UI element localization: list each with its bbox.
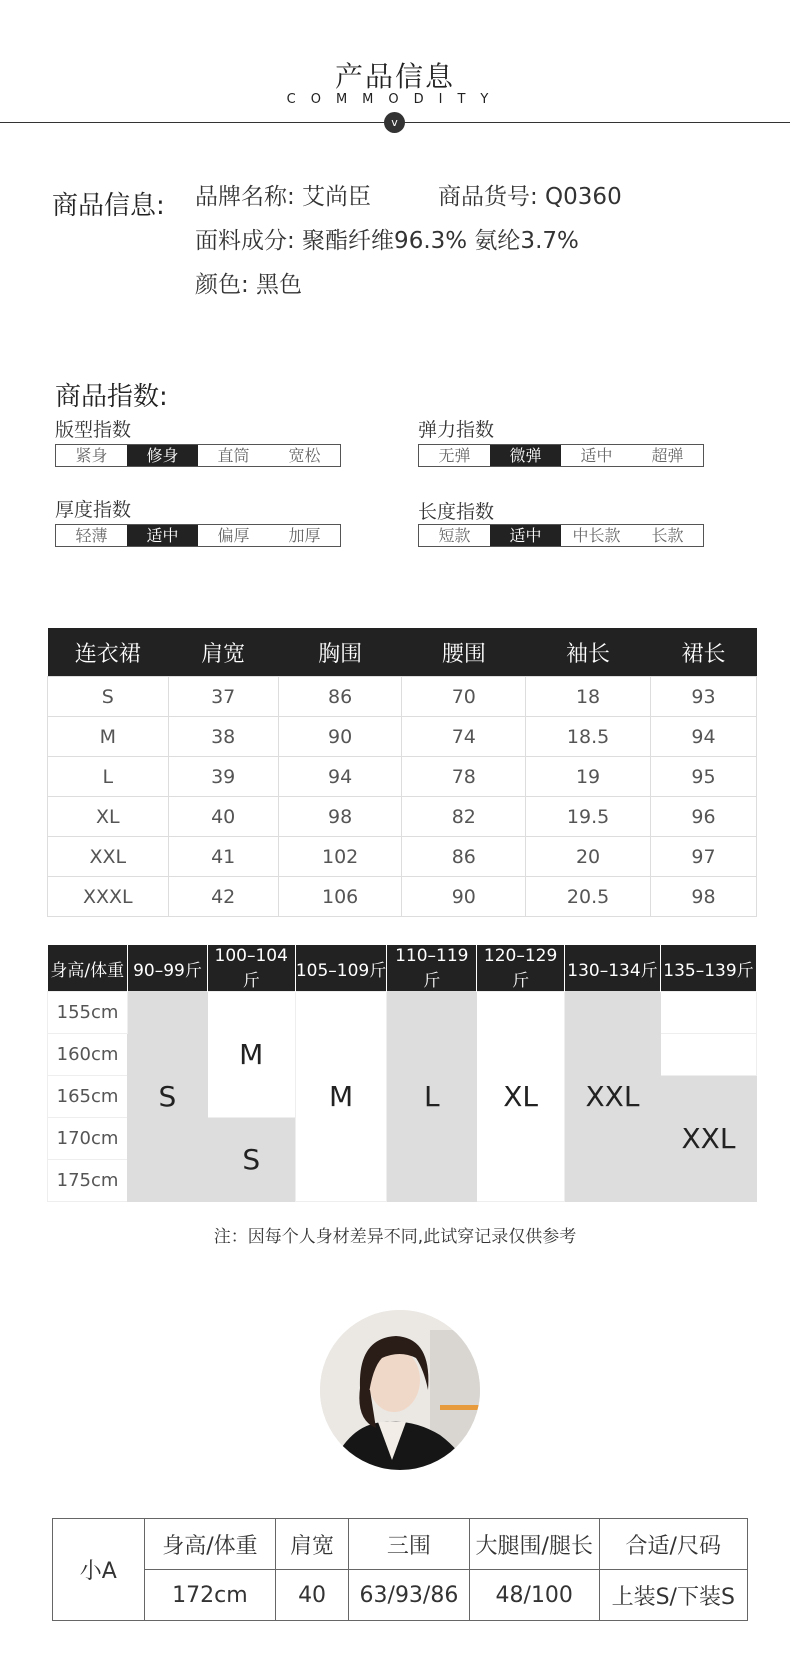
fit-table [47, 945, 757, 1202]
index-option: 偏厚 [217, 526, 250, 545]
column-header: 100–104斤 [207, 945, 295, 992]
table-cell: 42 [168, 877, 278, 917]
table-cell: 20 [526, 837, 651, 877]
height-label: 160cm [48, 1034, 128, 1076]
index-option: 长款 [651, 526, 684, 545]
model-avatar [320, 1310, 480, 1470]
table-cell: 18.5 [526, 717, 651, 757]
table-cell: 172cm [144, 1570, 276, 1621]
index-option: 直筒 [217, 446, 250, 465]
index-option: 短款 [438, 526, 471, 545]
size-cell: M [207, 992, 295, 1118]
index-option-selected: 适中 [490, 525, 561, 546]
table-row [48, 837, 757, 877]
table-cell: 82 [402, 797, 526, 837]
column-header: 连衣裙 [48, 628, 169, 677]
thickness-index-label: 厚度指数 [55, 499, 132, 521]
elasticity-index-bar [418, 444, 704, 467]
column-header: 130–134斤 [565, 945, 661, 992]
index-option: 中长款 [572, 526, 621, 545]
empty-cell [660, 992, 756, 1034]
model-name: 小A [53, 1519, 145, 1621]
table-row [48, 717, 757, 757]
table-cell: 86 [402, 837, 526, 877]
table-cell: 20.5 [526, 877, 651, 917]
table-cell: 19.5 [526, 797, 651, 837]
table-cell: 上装S/下装S [599, 1570, 748, 1621]
table-cell: 40 [276, 1570, 349, 1621]
chevron-down-icon: v [384, 112, 405, 133]
column-header: 105–109斤 [295, 945, 387, 992]
disclaimer-note: 注：因每个人身材差异不同,此试穿记录仅供参考 [213, 1227, 577, 1247]
column-header: 肩宽 [168, 628, 278, 677]
column-header: 110–119斤 [387, 945, 477, 992]
table-row [53, 1570, 748, 1621]
index-option-selected: 适中 [127, 525, 198, 546]
index-option: 加厚 [288, 526, 321, 545]
table-cell: 86 [278, 677, 402, 717]
index-option-selected: 修身 [127, 445, 198, 466]
index-option-selected: 微弹 [490, 445, 561, 466]
height-label: 175cm [48, 1160, 128, 1202]
table-cell: 38 [168, 717, 278, 757]
size-cell: S [128, 992, 208, 1202]
height-label: 165cm [48, 1076, 128, 1118]
column-header: 腰围 [402, 628, 526, 677]
column-header: 120–129斤 [477, 945, 565, 992]
size-cell: M [295, 992, 387, 1202]
column-header: 合适/尺码 [599, 1519, 748, 1570]
model-measurements-table [52, 1518, 748, 1621]
table-cell: 90 [278, 717, 402, 757]
column-header: 大腿围/腿长 [469, 1519, 599, 1570]
height-label: 170cm [48, 1118, 128, 1160]
table-row [48, 677, 757, 717]
table-cell: 70 [402, 677, 526, 717]
size-cell: L [387, 992, 477, 1202]
column-header: 袖长 [526, 628, 651, 677]
table-cell: 94 [278, 757, 402, 797]
column-header: 胸围 [278, 628, 402, 677]
table-cell: 94 [650, 717, 756, 757]
size-cell: S [207, 1118, 295, 1202]
item-number: 商品货号: Q0360 [438, 184, 622, 210]
length-index-bar [418, 524, 704, 547]
height-label: 155cm [48, 992, 128, 1034]
table-cell: 96 [650, 797, 756, 837]
fit-index-bar [55, 444, 341, 467]
table-cell: 97 [650, 837, 756, 877]
table-cell: 74 [402, 717, 526, 757]
index-option: 适中 [580, 446, 613, 465]
table-cell: 93 [650, 677, 756, 717]
empty-cell [660, 1034, 756, 1076]
size-cell: XXL [660, 1076, 756, 1202]
table-cell: 41 [168, 837, 278, 877]
column-header: 135–139斤 [660, 945, 756, 992]
column-header: 90–99斤 [128, 945, 208, 992]
table-cell: L [48, 757, 169, 797]
color-info: 颜色: 黑色 [195, 272, 303, 298]
table-cell: 78 [402, 757, 526, 797]
size-table [47, 628, 757, 917]
table-cell: 18 [526, 677, 651, 717]
table-cell: XL [48, 797, 169, 837]
table-cell: 95 [650, 757, 756, 797]
table-cell: XXXL [48, 877, 169, 917]
table-cell: M [48, 717, 169, 757]
index-option: 紧身 [75, 446, 108, 465]
table-cell: S [48, 677, 169, 717]
size-cell: XXL [565, 992, 661, 1202]
table-row [48, 797, 757, 837]
table-cell: 98 [278, 797, 402, 837]
index-option: 无弹 [438, 446, 471, 465]
table-row [48, 877, 757, 917]
indices-title: 商品指数: [55, 382, 168, 412]
table-cell: 63/93/86 [348, 1570, 469, 1621]
model-portrait-image [320, 1310, 480, 1470]
table-cell: 102 [278, 837, 402, 877]
brand-name: 品牌名称: 艾尚臣 [195, 184, 372, 210]
table-cell: XXL [48, 837, 169, 877]
fit-index-label: 版型指数 [55, 419, 132, 441]
index-option: 宽松 [288, 446, 321, 465]
table-row [48, 757, 757, 797]
size-cell: XL [477, 992, 565, 1202]
size-table-header [48, 628, 757, 677]
column-header: 裙长 [650, 628, 756, 677]
product-info-label: 商品信息: [52, 191, 165, 221]
column-header: 身高/体重 [48, 945, 128, 992]
section-subtitle: COMMODITY [286, 92, 504, 107]
thickness-index-bar [55, 524, 341, 547]
table-row [53, 1519, 748, 1570]
table-cell: 37 [168, 677, 278, 717]
table-cell: 90 [402, 877, 526, 917]
table-cell: 106 [278, 877, 402, 917]
table-cell: 48/100 [469, 1570, 599, 1621]
table-row [48, 992, 757, 1034]
index-option: 超弹 [651, 446, 684, 465]
fabric-composition: 面料成分: 聚酯纤维96.3% 氨纶3.7% [195, 228, 579, 254]
table-cell: 40 [168, 797, 278, 837]
index-option: 轻薄 [75, 526, 108, 545]
section-title: 产品信息 [334, 60, 455, 93]
table-cell: 98 [650, 877, 756, 917]
column-header: 身高/体重 [144, 1519, 276, 1570]
table-cell: 39 [168, 757, 278, 797]
column-header: 三围 [348, 1519, 469, 1570]
table-cell: 19 [526, 757, 651, 797]
column-header: 肩宽 [276, 1519, 349, 1570]
length-index-label: 长度指数 [418, 501, 495, 523]
fit-table-header [48, 945, 757, 992]
elasticity-index-label: 弹力指数 [418, 419, 495, 441]
